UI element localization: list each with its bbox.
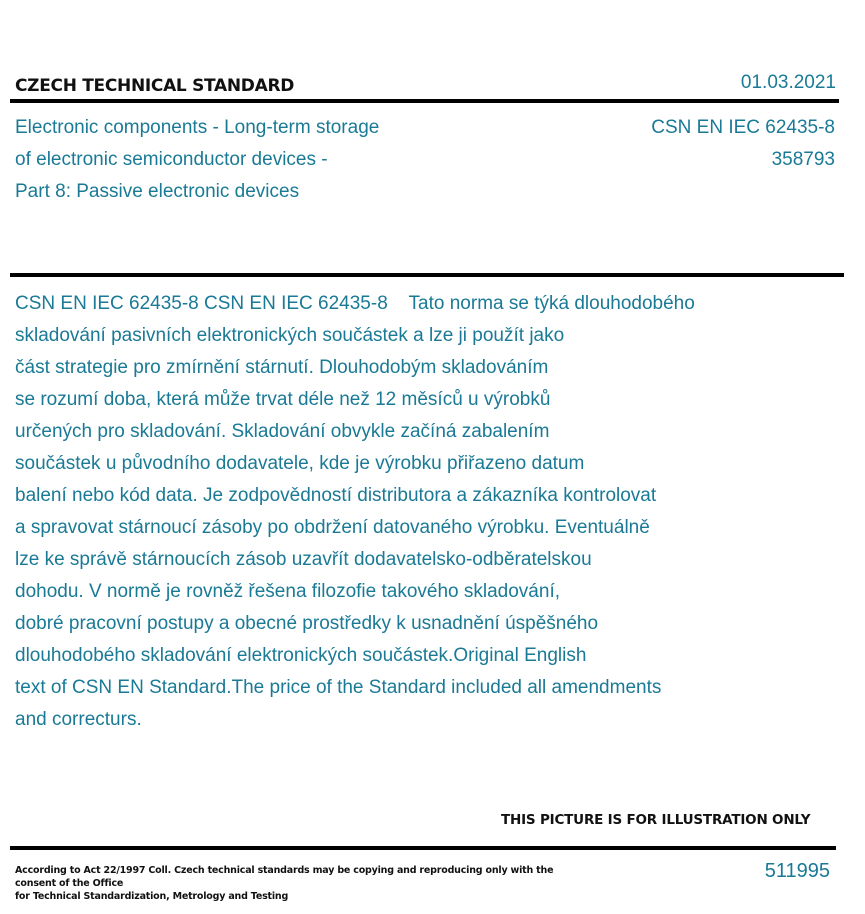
- legal-notice: [15, 864, 595, 903]
- document-id: 511995: [764, 860, 830, 882]
- abstract-line: lze ke správě stárnoucích zásob uzavřít dodavatelsko-odběratelskou: [15, 549, 592, 570]
- catalog-number: 358793: [771, 149, 835, 170]
- abstract-line: and correcturs.: [15, 709, 142, 730]
- abstract-line: text of CSN EN Standard.The price of the Standard included all amendments: [15, 677, 662, 698]
- abstract-line: určených pro skladování. Skladování obvykle začíná zabalením: [15, 421, 550, 442]
- abstract-line: a spravovat stárnoucí zásoby po obdržení datovaného výrobku. Eventuálně: [15, 517, 650, 538]
- standard-code: CSN EN IEC 62435-8: [651, 117, 835, 138]
- standard-title-line-1: Electronic components - Long-term storage: [15, 117, 380, 138]
- abstract-line: balení nebo kód data. Je zodpovědností distributora a zákazníka kontrolovat: [15, 485, 657, 506]
- abstract-line: CSN EN IEC 62435-8 CSN EN IEC 62435-8 Tato norma se týká dlouhodobého: [15, 293, 695, 314]
- legal-notice-line-2: for Technical Standardization, Metrology and Testing: [15, 891, 289, 902]
- abstract-line: skladování pasivních elektronických součástek a lze ji použít jako: [15, 325, 565, 346]
- abstract-text: [15, 288, 815, 736]
- standard-title-line-2: of electronic semiconductor devices -: [15, 149, 328, 170]
- document-type-label: CZECH TECHNICAL STANDARD: [15, 76, 295, 96]
- standard-title-line-3: Part 8: Passive electronic devices: [15, 181, 300, 202]
- illustration-disclaimer: THIS PICTURE IS FOR ILLUSTRATION ONLY: [501, 812, 811, 828]
- title-divider: [10, 273, 844, 277]
- abstract-line: dobré pracovní postupy a obecné prostředky k usnadnění úspěšného: [15, 613, 599, 634]
- legal-notice-line-1: According to Act 22/1997 Coll. Czech technical standards may be copying and reproducing only with the consent of the Office: [15, 865, 554, 889]
- abstract-line: dohodu. V normě je rovněž řešena filozofie takového skladování,: [15, 581, 560, 602]
- footer-divider: [10, 846, 836, 850]
- header-divider: [10, 99, 839, 103]
- publication-date: 01.03.2021: [740, 72, 836, 93]
- abstract-line: se rozumí doba, která může trvat déle než 12 měsíců u výrobků: [15, 389, 551, 410]
- abstract-line: část strategie pro zmírnění stárnutí. Dlouhodobým skladováním: [15, 357, 549, 378]
- abstract-line: dlouhodobého skladování elektronických součástek.Original English: [15, 645, 587, 666]
- abstract-line: součástek u původního dodavatele, kde je výrobku přiřazeno datum: [15, 453, 585, 474]
